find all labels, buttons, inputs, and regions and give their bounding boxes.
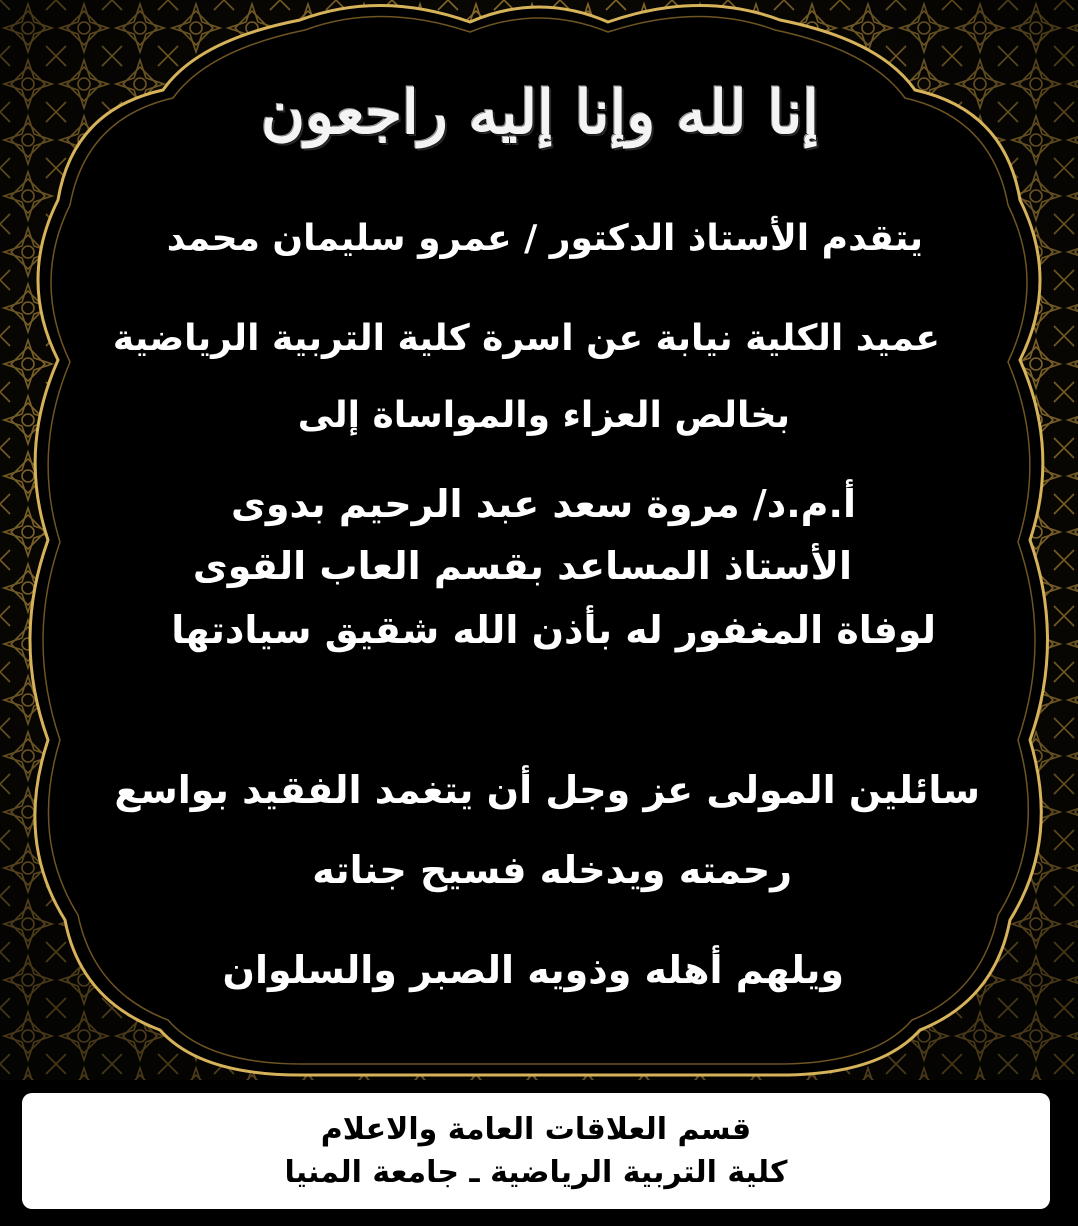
condolence-line: بخالص العزاء والمواساة إلى [297, 395, 790, 436]
recipient-name-line: أ.م.د/ مروة سعد عبد الرحيم بدوى [231, 482, 856, 526]
recipient-title-line: الأستاذ المساعد بقسم العاب القوى [192, 544, 852, 588]
prayer-line-2: رحمته ويدخله فسيح جناته [312, 848, 792, 892]
dean-line: يتقدم الأستاذ الدكتور / عمرو سليمان محمد [166, 218, 923, 259]
calligraphy-text: إنا لله وإنا إليه راجعون [260, 78, 820, 148]
prayer-line-3: ويلهم أهله وذويه الصبر والسلوان [222, 948, 844, 992]
faculty-line: عميد الكلية نيابة عن اسرة كلية التربية الرياضية [112, 318, 940, 359]
footer-department: قسم العلاقات العامة والاعلام [320, 1112, 752, 1147]
calligraphy-title [260, 38, 820, 188]
prayer-line-1: سائلين المولى عز وجل أن يتغمد الفقيد بواسع [114, 768, 980, 812]
footer-box [22, 1093, 1050, 1209]
deceased-line: لوفاة المغفور له بأذن الله شقيق سيادتها [171, 608, 936, 652]
footer-institution: كلية التربية الرياضية ـ جامعة المنيا [284, 1155, 788, 1190]
